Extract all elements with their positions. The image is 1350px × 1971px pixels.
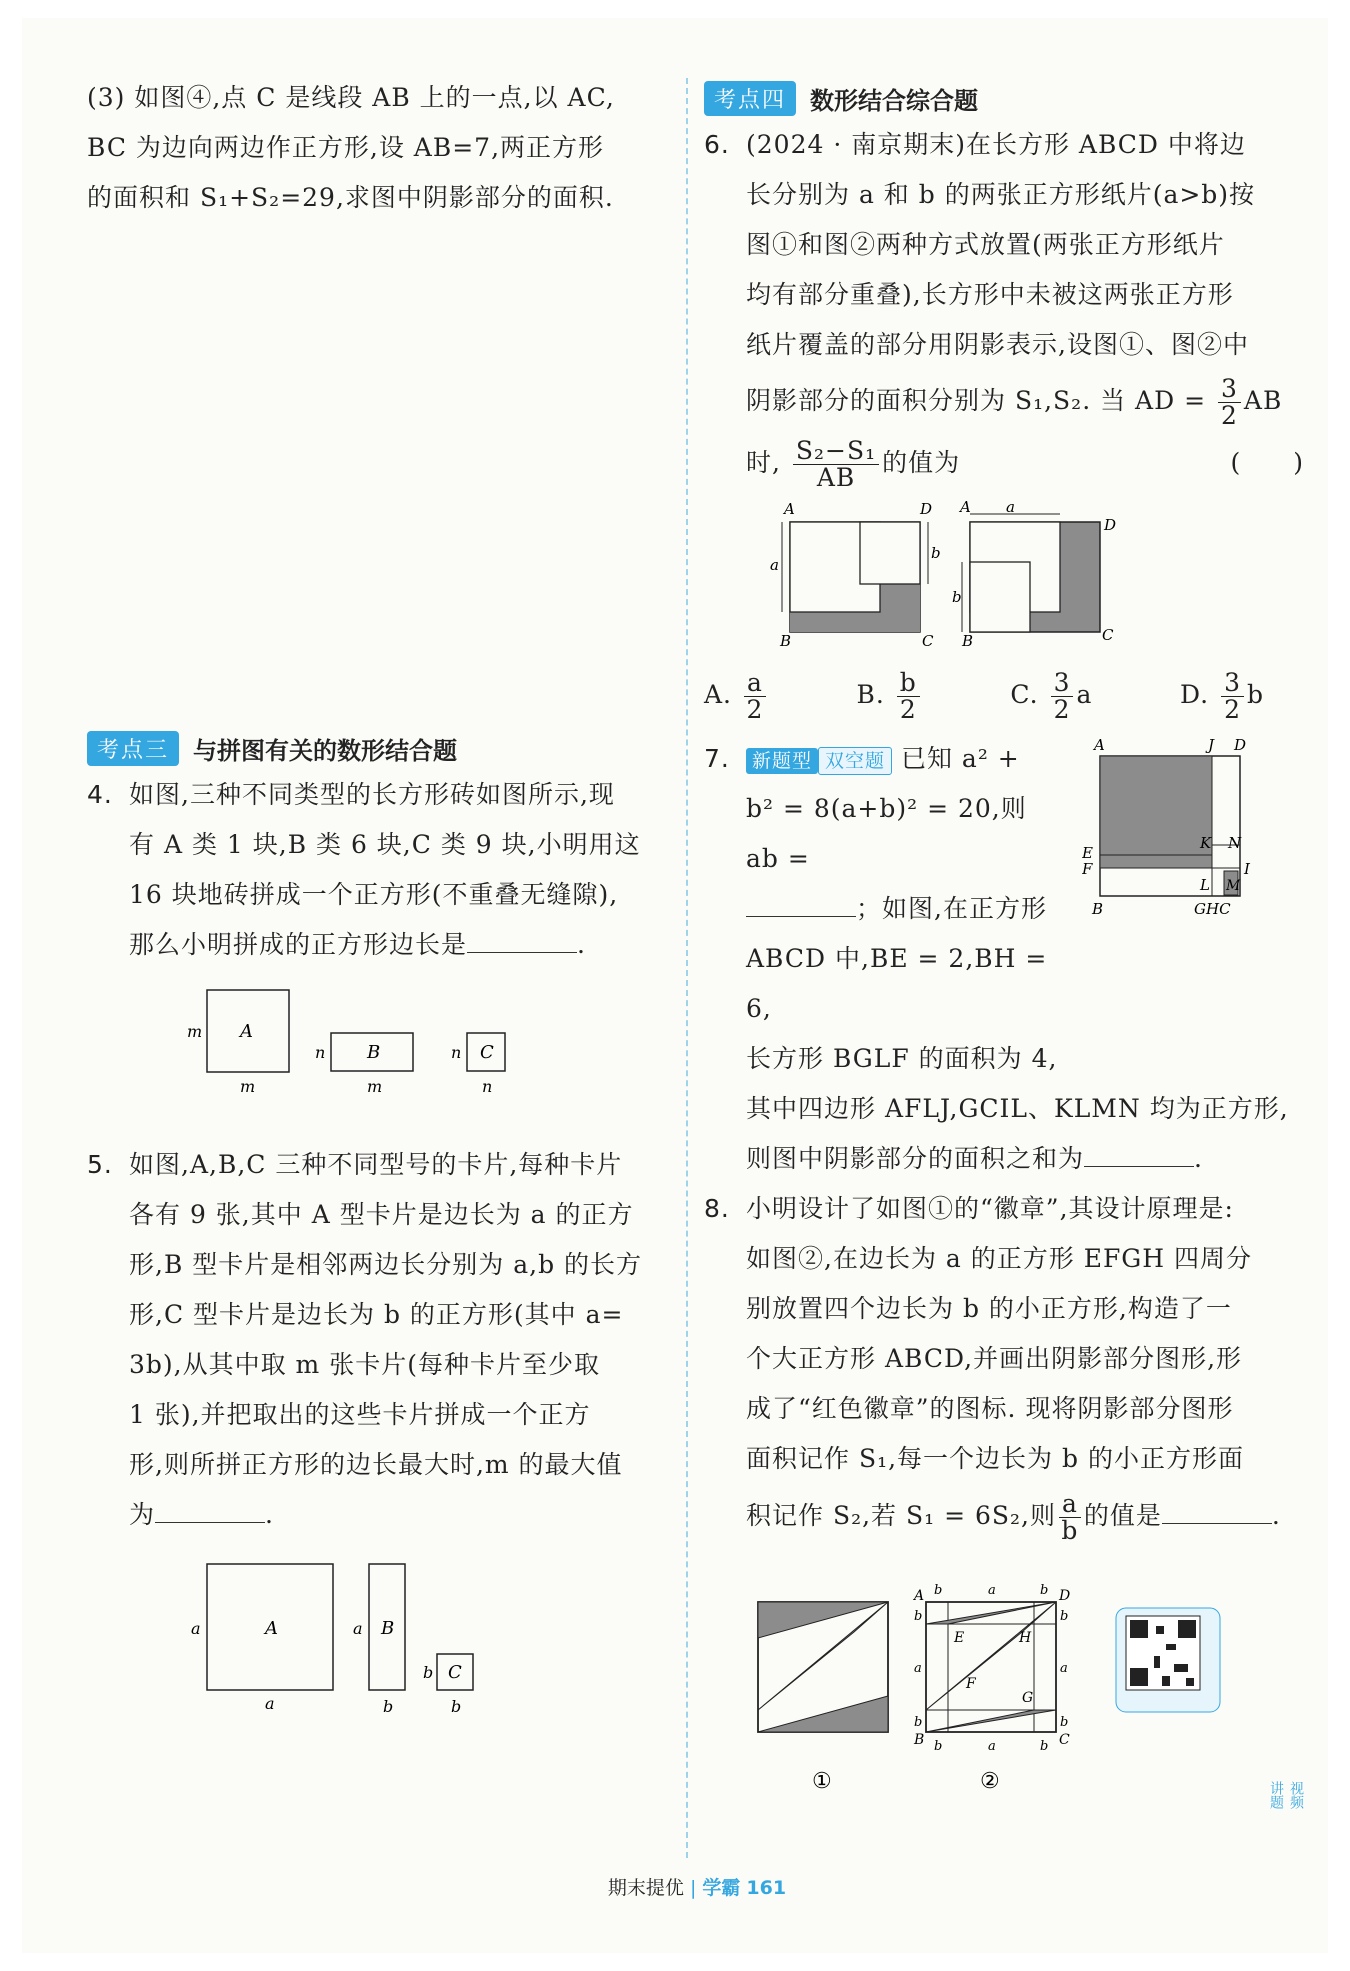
numerator: a xyxy=(1059,1491,1081,1518)
numerator: 3 xyxy=(1221,670,1244,697)
option-label: C. xyxy=(1010,680,1039,709)
vertex-label: E xyxy=(1082,844,1093,862)
side-label: a xyxy=(265,1694,275,1713)
answer-blank[interactable] xyxy=(746,890,856,917)
figure-label: ① xyxy=(812,1769,832,1794)
q4-figure xyxy=(147,980,707,1120)
q8-line: 别放置四个边长为 b 的小正方形,构造了一 xyxy=(746,1294,1232,1323)
q7-line: ；如图,在正方形 xyxy=(856,894,1047,923)
side-label: b xyxy=(383,1697,394,1714)
svg-text:G: G xyxy=(1022,1690,1034,1706)
q5-figure xyxy=(147,1554,707,1714)
q6-line: 的值为 xyxy=(882,448,961,477)
q3-line: 的面积和 S₁+S₂=29,求图中阴影部分的面积. xyxy=(87,183,614,212)
q6-line: (2024 · 南京期末)在长方形 ABCD 中将边 xyxy=(746,130,1246,159)
side-label: n xyxy=(451,1043,462,1062)
vertex-label: K xyxy=(1200,834,1212,852)
q6-line: 均有部分重叠),长方形中未被这两张正方形 xyxy=(746,280,1234,309)
q8-line: 个大正方形 ABCD,并画出阴影部分图形,形 xyxy=(746,1344,1243,1373)
square-aflj xyxy=(1100,756,1212,868)
side-label: a xyxy=(353,1619,363,1638)
qr-label: 视频讲题 xyxy=(1268,1781,1304,1809)
badge-shade-top xyxy=(758,1602,888,1638)
denominator: 2 xyxy=(899,695,917,724)
denominator: 2 xyxy=(1224,695,1241,724)
svg-text:D: D xyxy=(1059,1588,1071,1604)
q8-line: 积记作 S₂,若 S₁ = 6S₂,则 xyxy=(746,1501,1056,1530)
q7-figure xyxy=(1082,734,1282,944)
column-divider xyxy=(686,78,688,1858)
numerator: 3 xyxy=(1218,376,1241,403)
section-3-header xyxy=(87,731,677,766)
vertex-label: A xyxy=(960,500,971,516)
q6-line: AB xyxy=(1243,386,1283,415)
svg-text:C: C xyxy=(1059,1732,1070,1748)
left-column xyxy=(87,73,677,1714)
vertex-label: B xyxy=(780,632,792,650)
svg-text:B: B xyxy=(914,1732,925,1748)
q8-line: 成了“红色徽章”的图标. 现将阴影部分图形 xyxy=(746,1394,1234,1423)
side-label: a xyxy=(770,556,779,574)
q8-line: 的值是 xyxy=(1083,1501,1162,1530)
q5-line: 形,则所拼正方形的边长最大时,m 的最大值 xyxy=(129,1450,623,1479)
card-c-label: C xyxy=(448,1662,462,1683)
svg-text:a: a xyxy=(988,1739,996,1754)
footer-brand: 学霸 xyxy=(702,1877,741,1899)
vertex-label: D xyxy=(920,500,933,518)
denominator: 2 xyxy=(746,695,764,724)
q8-line: 如图②,在边长为 a 的正方形 EFGH 四周分 xyxy=(746,1244,1253,1273)
side-label: b xyxy=(931,544,941,562)
fraction xyxy=(744,670,766,723)
q3-text xyxy=(87,73,677,223)
q6-line: 长分别为 a 和 b 的两张正方形纸片(a>b)按 xyxy=(746,180,1256,209)
tile-c-label: C xyxy=(480,1042,494,1063)
q5-line: 1 张),并把取出的这些卡片拼成一个正方 xyxy=(129,1400,591,1429)
answer-blank[interactable] xyxy=(467,926,577,953)
vertex-label: A xyxy=(784,500,795,518)
fraction xyxy=(1059,1491,1081,1544)
svg-text:b: b xyxy=(914,1609,923,1624)
tile-a-label: A xyxy=(240,1021,253,1042)
qr-code-icon[interactable] xyxy=(1116,1608,1220,1712)
q7-line: 已知 a² + xyxy=(900,744,1020,773)
svg-text:F: F xyxy=(966,1676,976,1692)
q7-line: ABCD 中,BE = 2,BH = 6, xyxy=(746,944,1048,1023)
page-number: 161 xyxy=(746,1877,787,1899)
fraction xyxy=(1218,376,1241,429)
vertex-label: F xyxy=(1082,860,1093,878)
q5-line: 为 xyxy=(129,1500,156,1529)
question-5 xyxy=(87,1140,677,1540)
vertex-label: M xyxy=(1226,878,1241,894)
denominator: b xyxy=(1061,1516,1079,1545)
vertex-label: D xyxy=(1234,736,1247,754)
q4-line: 那么小明拼成的正方形边长是 xyxy=(129,930,468,959)
section-badge: 考点四 xyxy=(704,81,796,116)
q8-line: 小明设计了如图①的“徽章”,其设计原理是: xyxy=(746,1194,1234,1223)
right-column xyxy=(704,73,1304,1810)
svg-text:H: H xyxy=(1019,1630,1032,1646)
svg-text:b: b xyxy=(1060,1715,1069,1730)
vertex-label: N xyxy=(1228,834,1242,852)
option-c[interactable] xyxy=(1010,660,1092,730)
new-type-tag: 新题型 xyxy=(746,748,818,774)
section-title: 数形结合综合题 xyxy=(810,87,979,115)
q8-figure xyxy=(704,1560,1304,1810)
answer-parentheses[interactable]: ( ) xyxy=(1230,448,1304,477)
numerator: a xyxy=(744,670,766,697)
double-blank-tag: 双空题 xyxy=(818,747,892,775)
answer-blank[interactable] xyxy=(155,1496,265,1523)
rect-ef xyxy=(1100,855,1212,868)
section-badge: 考点三 xyxy=(87,731,179,766)
svg-text:A: A xyxy=(914,1588,925,1604)
q4-line: 16 块地砖拼成一个正方形(不重叠无缝隙), xyxy=(129,880,619,909)
side-label: b xyxy=(451,1697,462,1714)
square-b-2 xyxy=(970,562,1030,632)
fraction xyxy=(793,438,879,491)
vertex-label: GHC xyxy=(1194,900,1231,918)
svg-text:b: b xyxy=(934,1739,943,1754)
svg-text:a: a xyxy=(988,1583,996,1598)
svg-text:b: b xyxy=(1040,1583,1049,1598)
q7-line: 则图中阴影部分的面积之和为 xyxy=(746,1144,1085,1173)
option-label: A. xyxy=(704,680,733,709)
tile-b-label: B xyxy=(367,1042,381,1063)
shade-top xyxy=(926,1602,1056,1624)
card-b-label: B xyxy=(381,1618,395,1639)
punct: . xyxy=(577,930,586,959)
question-number: 8. xyxy=(704,1194,730,1223)
option-tail: b xyxy=(1246,680,1264,709)
q5-line: 形,B 型卡片是相邻两边长分别为 a,b 的长方 xyxy=(129,1250,643,1279)
vertex-label: C xyxy=(1102,626,1114,644)
q7-line: b² = 8(a+b)² = 20,则 ab = xyxy=(746,794,1027,873)
punct: . xyxy=(1271,1501,1281,1530)
q6-line: 阴影部分的面积分别为 S₁,S₂. 当 AD = xyxy=(746,386,1207,415)
q3-line: (3) 如图④,点 C 是线段 AB 上的一点,以 AC, xyxy=(87,83,615,112)
vertex-label: D xyxy=(1104,516,1117,534)
option-label: D. xyxy=(1180,680,1210,709)
side-label: b xyxy=(423,1663,434,1682)
side-label: n xyxy=(315,1043,326,1062)
vertex-label: I xyxy=(1244,860,1250,878)
q8-line: 面积记作 S₁,每一个边长为 b 的小正方形面 xyxy=(746,1444,1244,1473)
side-label: m xyxy=(240,1077,256,1096)
punct: . xyxy=(1194,1144,1203,1173)
q4-line: 有 A 类 1 块,B 类 6 块,C 类 9 块,小明用这 xyxy=(129,830,641,859)
q6-line: 纸片覆盖的部分用阴影表示,设图①、图②中 xyxy=(746,330,1249,359)
question-number: 6. xyxy=(704,130,730,159)
vertex-label: B xyxy=(962,632,974,650)
shade-bottom xyxy=(926,1710,1056,1732)
q6-line: 时, xyxy=(746,448,781,477)
shade-mid xyxy=(926,1602,1056,1710)
square-b-1 xyxy=(860,522,920,584)
side-label: b xyxy=(952,588,962,606)
question-number: 4. xyxy=(87,780,113,809)
numerator: S₂−S₁ xyxy=(793,438,879,465)
fraction xyxy=(1221,670,1244,723)
option-tail: a xyxy=(1076,680,1093,709)
q3-line: BC 为边向两边作正方形,设 AB=7,两正方形 xyxy=(87,133,605,162)
q6-options xyxy=(704,660,1304,730)
numerator: b xyxy=(897,670,920,697)
fraction xyxy=(1051,670,1074,723)
page-footer xyxy=(22,1873,1350,1900)
vertex-label: J xyxy=(1208,736,1215,754)
q5-line: 3b),从其中取 m 张卡片(每种卡片至少取 xyxy=(129,1350,600,1379)
question-8 xyxy=(704,1184,1304,1548)
denominator: AB xyxy=(816,463,856,492)
card-a-label: A xyxy=(265,1618,278,1639)
side-label: a xyxy=(191,1619,201,1638)
side-label: a xyxy=(1006,500,1015,516)
q6-figure xyxy=(744,500,1304,660)
q6-line: 图①和图②两种方式放置(两张正方形纸片 xyxy=(746,230,1225,259)
badge-shade-bottom xyxy=(758,1696,888,1732)
q5-line: 如图,A,B,C 三种不同型号的卡片,每种卡片 xyxy=(129,1150,623,1179)
fraction xyxy=(897,670,920,723)
figure-label: ② xyxy=(980,1769,1000,1794)
section-title: 与拼图有关的数形结合题 xyxy=(193,737,458,765)
answer-space xyxy=(87,223,677,723)
svg-text:b: b xyxy=(1040,1739,1049,1754)
answer-blank[interactable] xyxy=(1162,1497,1272,1524)
svg-text:E: E xyxy=(954,1630,965,1646)
question-4 xyxy=(87,770,677,970)
answer-blank[interactable] xyxy=(1084,1140,1194,1167)
side-label: m xyxy=(367,1077,383,1096)
svg-text:b: b xyxy=(934,1583,943,1598)
q7-line: 长方形 BGLF 的面积为 4, xyxy=(746,1044,1058,1073)
q7-line: 其中四边形 AFLJ,GCIL、KLMN 均为正方形, xyxy=(746,1094,1289,1123)
question-number: 5. xyxy=(87,1150,113,1179)
vertex-label: C xyxy=(922,632,934,650)
option-b[interactable] xyxy=(857,660,923,730)
section-4-header xyxy=(704,81,1304,116)
side-label: n xyxy=(482,1077,493,1096)
option-d[interactable] xyxy=(1180,660,1264,730)
vertex-label: B xyxy=(1092,900,1104,918)
q5-line: 各有 9 张,其中 A 型卡片是边长为 a 的正方 xyxy=(129,1200,634,1229)
svg-text:b: b xyxy=(914,1715,923,1730)
denominator: 2 xyxy=(1220,401,1238,430)
denominator: 2 xyxy=(1053,695,1071,724)
side-label: m xyxy=(187,1022,203,1041)
option-a[interactable] xyxy=(704,660,769,730)
question-number: 7. xyxy=(704,744,730,773)
option-label: B. xyxy=(856,680,885,709)
question-7 xyxy=(704,734,1304,1184)
figure-2 xyxy=(912,1583,1070,1754)
q5-line: 形,C 型卡片是边长为 b 的正方形(其中 a= xyxy=(129,1300,624,1329)
svg-text:b: b xyxy=(1060,1609,1069,1624)
question-6 xyxy=(704,120,1304,494)
svg-text:a: a xyxy=(914,1661,922,1676)
punct: . xyxy=(265,1500,274,1529)
vertex-label: A xyxy=(1094,736,1105,754)
vertex-label: L xyxy=(1200,876,1210,894)
footer-separator: | xyxy=(689,1877,697,1899)
svg-text:a: a xyxy=(1060,1661,1068,1676)
page xyxy=(22,18,1328,1953)
q4-line: 如图,三种不同类型的长方形砖如图所示,现 xyxy=(129,780,615,809)
footer-book: 期末提优 xyxy=(607,1877,684,1899)
numerator: 3 xyxy=(1051,670,1074,697)
